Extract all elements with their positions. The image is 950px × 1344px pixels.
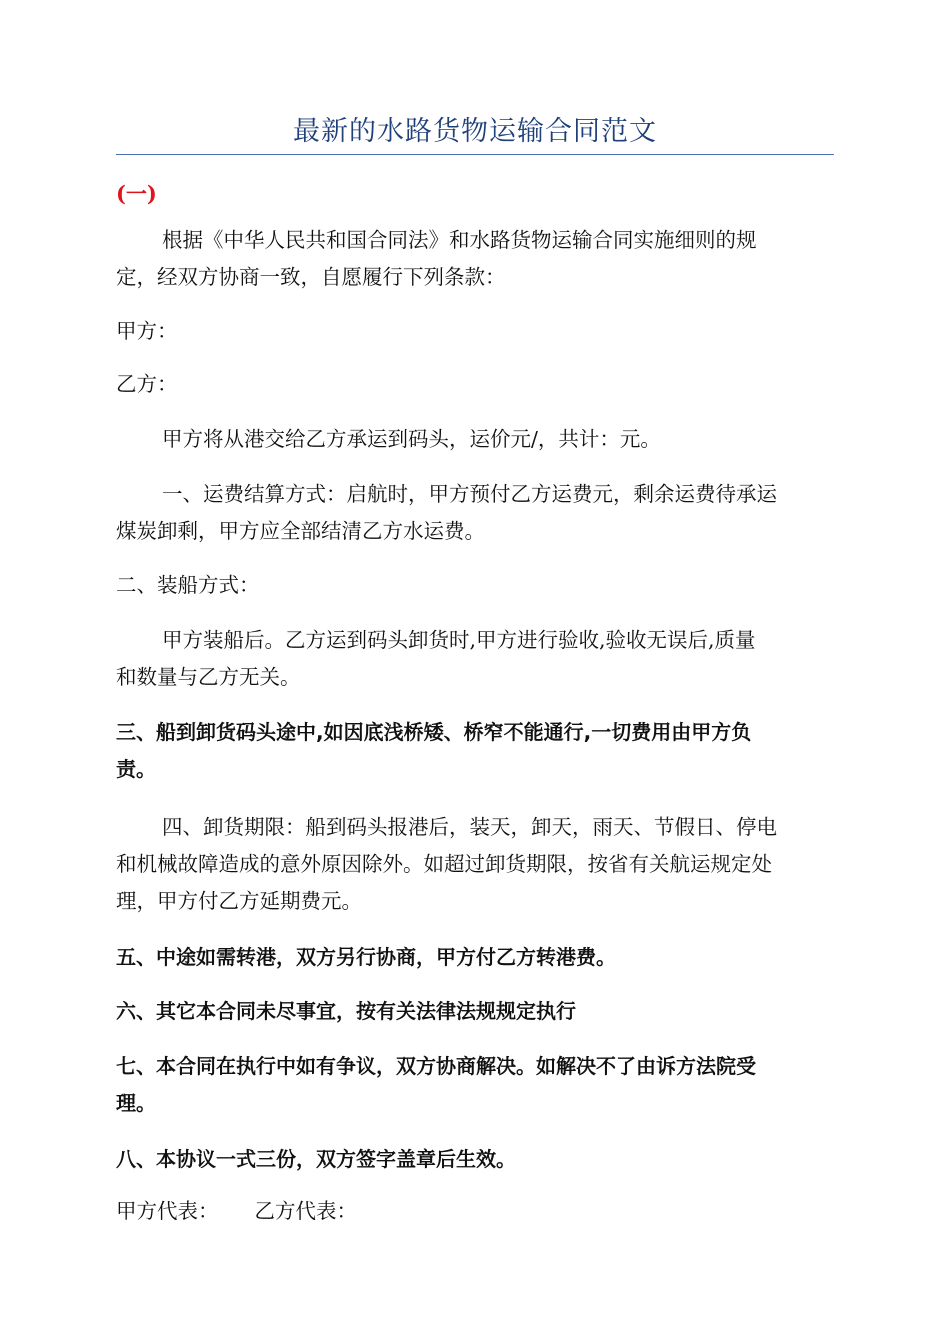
clause-2-body	[116, 622, 834, 696]
clause-2-line-1: 甲方装船后。乙方运到码头卸货时,甲方进行验收,验收无误后,质量	[162, 628, 756, 652]
clause-1-line-2: 煤炭卸剩，甲方应全部结清乙方水运费。	[116, 519, 485, 543]
clause-4-line-1: 四、卸货期限：船到码头报港后，装天，卸天，雨天、节假日、停电	[162, 815, 777, 839]
clause-5: 五、中途如需转港，双方另行协商，甲方付乙方转港费。	[116, 945, 616, 969]
clause-3-line-1: 三、船到卸货码头途中,如因底浅桥矮、桥窄不能通行,一切费用由甲方负	[116, 720, 752, 744]
clause-3	[116, 714, 834, 788]
clause-1-line-1: 一、运费结算方式：启航时，甲方预付乙方运费元，剩余运费待承运	[162, 482, 777, 506]
clause-2-heading: 二、装船方式：	[116, 573, 260, 597]
clause-1	[116, 476, 834, 550]
intro-line-2: 定，经双方协商一致，自愿履行下列条款：	[116, 265, 506, 289]
intro-line-1: 根据《中华人民共和国合同法》和水路货物运输合同实施细则的规	[162, 228, 757, 252]
clause-4-line-3: 理，甲方付乙方延期费元。	[116, 889, 362, 913]
clause-6: 六、其它本合同未尽事宜，按有关法律法规规定执行	[116, 999, 576, 1023]
intro-paragraph	[116, 222, 834, 296]
clause-3-line-2: 责。	[116, 757, 156, 781]
freight-paragraph: 甲方将从港交给乙方承运到码头，运价元/，共计：元。	[162, 427, 661, 451]
clause-4	[116, 809, 834, 920]
clause-2-line-2: 和数量与乙方无关。	[116, 665, 301, 689]
party-a-label: 甲方：	[116, 319, 178, 343]
signature-line	[116, 1193, 834, 1230]
title-underline	[116, 154, 834, 155]
section-mark: (一)	[116, 181, 157, 206]
party-b-label: 乙方：	[116, 372, 178, 396]
clause-7	[116, 1048, 834, 1122]
party-a-representative: 甲方代表：	[116, 1199, 219, 1223]
clause-7-line-2: 理。	[116, 1091, 156, 1115]
clause-7-line-1: 七、本合同在执行中如有争议，双方协商解决。如解决不了由诉方法院受	[116, 1054, 756, 1078]
document-title: 最新的水路货物运输合同范文	[293, 116, 657, 147]
clause-8: 八、本协议一式三份，双方签字盖章后生效。	[116, 1147, 516, 1171]
clause-4-line-2: 和机械故障造成的意外原因除外。如超过卸货期限，按省有关航运规定处	[116, 852, 772, 876]
party-b-representative: 乙方代表：	[254, 1199, 357, 1223]
